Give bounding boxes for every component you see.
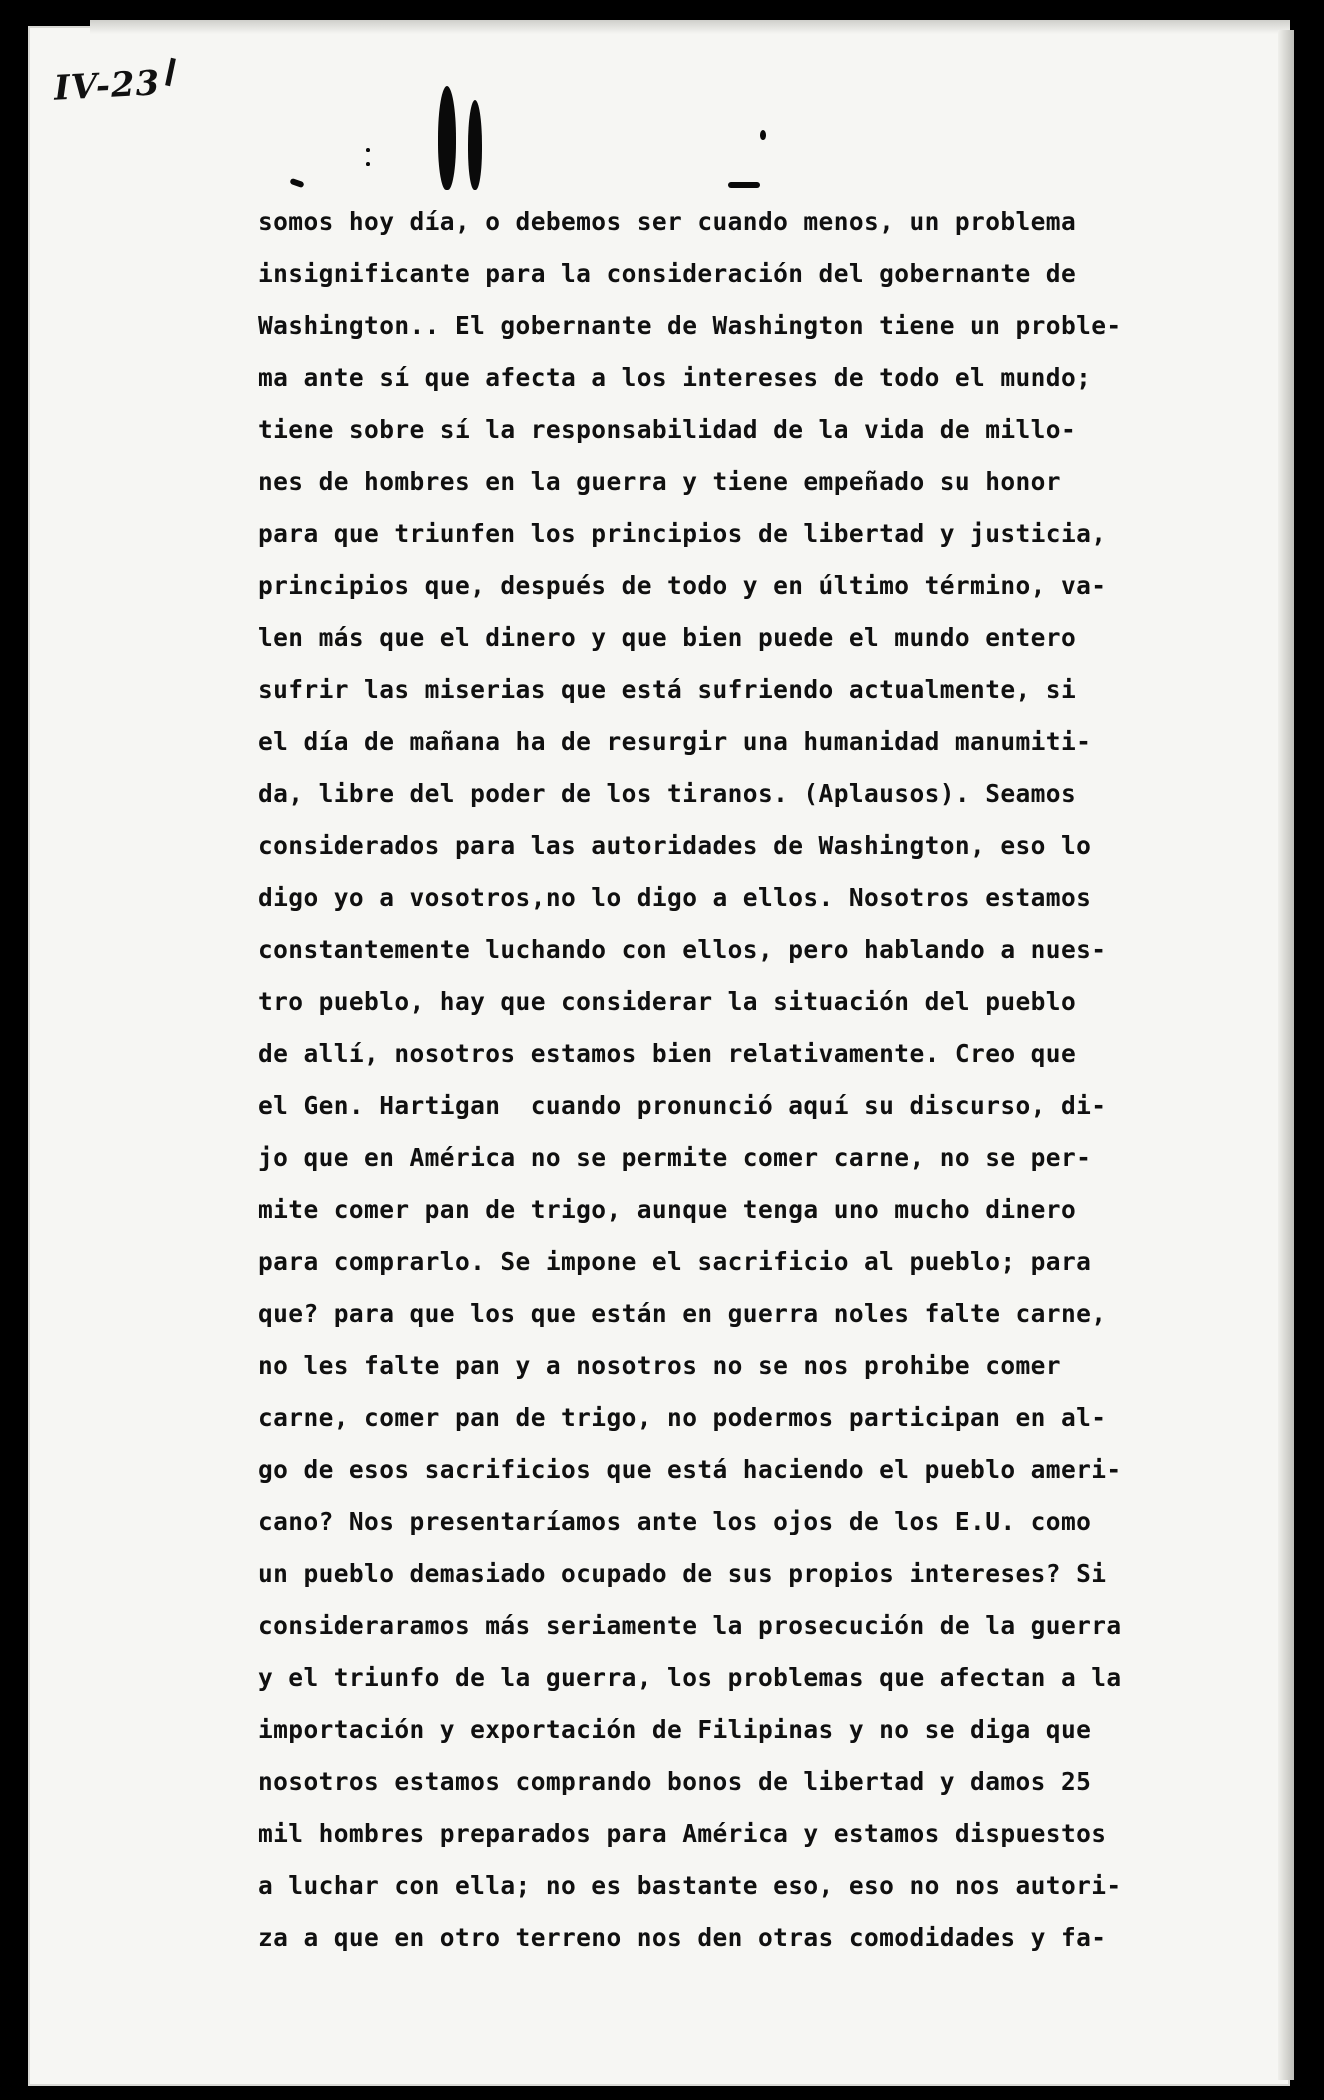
- text-line: somos hoy día, o debemos ser cuando menos, un problema: [258, 207, 1077, 236]
- text-line: nosotros estamos comprando bonos de libertad y damos 25: [258, 1767, 1092, 1796]
- text-line: go de esos sacrificios que está haciendo el pueblo ameri-: [258, 1455, 1122, 1484]
- text-line: digo yo a vosotros,no lo digo a ellos. Nosotros estamos: [258, 883, 1092, 912]
- text-line: jo que en América no se permite comer carne, no se per-: [258, 1143, 1092, 1172]
- page-right-edge: [1278, 30, 1294, 2080]
- text-line: principios que, después de todo y en último término, va-: [258, 571, 1107, 600]
- text-line: da, libre del poder de los tiranos. (Aplausos). Seamos: [258, 779, 1077, 808]
- text-line: el Gen. Hartigan cuando pronunció aquí su discurso, di-: [258, 1091, 1107, 1120]
- ink-blot: [468, 100, 482, 190]
- text-line: mil hombres preparados para América y estamos dispuestos: [258, 1819, 1107, 1848]
- text-line: no les falte pan y a nosotros no se nos prohibe comer: [258, 1351, 1061, 1380]
- text-line: cano? Nos presentaríamos ante los ojos de los E.U. como: [258, 1507, 1092, 1536]
- text-line: importación y exportación de Filipinas y no se diga que: [258, 1715, 1092, 1744]
- text-line: insignificante para la consideración del gobernante de: [258, 259, 1077, 288]
- ink-speck: [728, 182, 760, 188]
- text-line: para que triunfen los principios de libertad y justicia,: [258, 519, 1107, 548]
- page-reference-number: IV-23: [53, 63, 162, 109]
- text-line: ma ante sí que afecta a los intereses de todo el mundo;: [258, 363, 1092, 392]
- text-line: el día de mañana ha de resurgir una humanidad manumiti-: [258, 727, 1092, 756]
- text-line: de allí, nosotros estamos bien relativamente. Creo que: [258, 1039, 1077, 1068]
- ink-speck: [366, 148, 370, 152]
- ink-speck: [366, 162, 370, 166]
- text-line: constantemente luchando con ellos, pero hablando a nues-: [258, 935, 1107, 964]
- text-line: nes de hombres en la guerra y tiene empeñado su honor: [258, 467, 1061, 496]
- text-line: tro pueblo, hay que considerar la situación del pueblo: [258, 987, 1077, 1016]
- ink-speck: [760, 130, 766, 140]
- text-line: carne, comer pan de trigo, no podermos participan en al-: [258, 1403, 1107, 1432]
- text-line: a luchar con ella; no es bastante eso, eso no nos autori-: [258, 1871, 1122, 1900]
- text-line: mite comer pan de trigo, aunque tenga uno mucho dinero: [258, 1195, 1077, 1224]
- text-line: za a que en otro terreno nos den otras comodidades y fa-: [258, 1923, 1107, 1952]
- page-top-edge: [90, 20, 1290, 34]
- text-line: un pueblo demasiado ocupado de sus propios intereses? Si: [258, 1559, 1107, 1588]
- text-line: sufrir las miserias que está sufriendo actualmente, si: [258, 675, 1077, 704]
- text-line: Washington.. El gobernante de Washington tiene un proble-: [258, 311, 1122, 340]
- text-line: y el triunfo de la guerra, los problemas que afectan a la: [258, 1663, 1122, 1692]
- text-line: tiene sobre sí la responsabilidad de la vida de millo-: [258, 415, 1077, 444]
- typewritten-body: [258, 196, 1158, 1964]
- text-line: que? para que los que están en guerra noles falte carne,: [258, 1299, 1107, 1328]
- text-line: para comprarlo. Se impone el sacrificio al pueblo; para: [258, 1247, 1092, 1276]
- text-line: len más que el dinero y que bien puede el mundo entero: [258, 623, 1077, 652]
- ink-blot: [438, 86, 456, 190]
- text-line: considerados para las autoridades de Washington, eso lo: [258, 831, 1092, 860]
- text-line: consideraramos más seriamente la prosecución de la guerra: [258, 1611, 1122, 1640]
